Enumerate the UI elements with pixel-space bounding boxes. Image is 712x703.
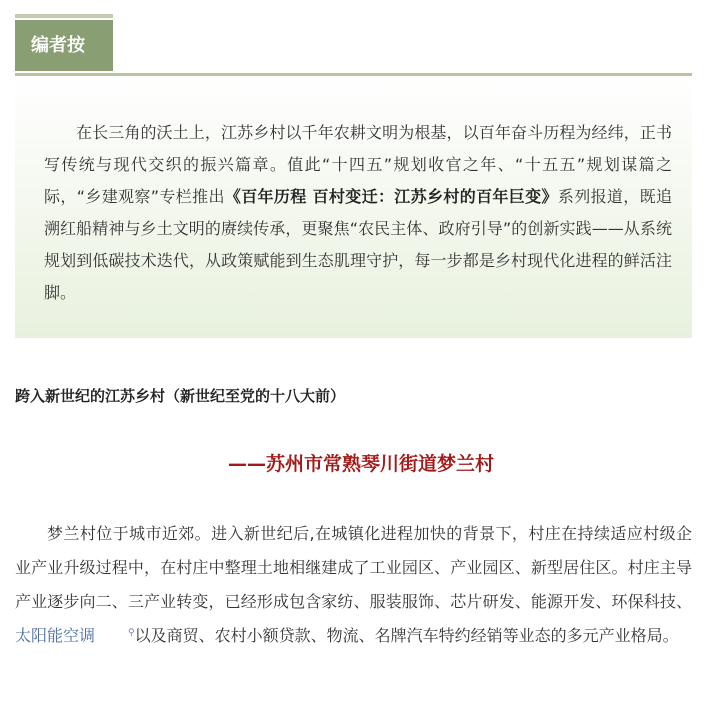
series-title: 《百年历程 百村变迁：江苏乡村的百年巨变》 (224, 187, 558, 206)
editor-note-paragraph (44, 117, 672, 309)
header-top-line (15, 14, 113, 18)
editor-note-tab (15, 20, 113, 71)
body-text-part1: 梦兰村位于城市近郊。进入新世纪后,在城镇化进程加快的背景下，村庄在持续适应村级企业产业升级过程中，在村庄中整理土地相继建成了工业园区、产业园区、新型居住区。村庄主导产业逐步向二、三产业转变，已经形成包含家纺、服装服饰、芯片研发、能源开发、环保科技、 (15, 524, 692, 611)
solar-air-conditioner-link[interactable] (15, 626, 135, 645)
editor-note-box (15, 76, 692, 338)
solar-air-conditioner-link-label: 太阳能空调 (15, 626, 96, 645)
body-text-part2: 以及商贸、农村小额贷款、物流、名牌汽车特约经销等业态的多元产业格局。 (134, 626, 679, 645)
article-body-paragraph (15, 517, 692, 653)
search-icon: ⚲ (128, 627, 135, 638)
section-heading: 跨入新世纪的江苏乡村（新世纪至党的十八大前） (15, 387, 346, 405)
editor-note-text-part2: 系列报道，既追溯红船精神与乡土文明的赓续传承，更聚焦“农民主体、政府引导”的创新实践——从系统规划到低碳技术迭代，从政策赋能到生态肌理守护，每一步都是乡村现代化进程的鲜活注脚。 (44, 187, 672, 302)
editor-note-text-part1: 在长三角的沃土上，江苏乡村以千年农耕文明为根基，以百年奋斗历程为经纬，正书写传统与现代交织的振兴篇章。值此“十四五”规划收官之年、“十五五”规划谋篇之际，“乡建观察”专栏推出 (44, 123, 672, 206)
village-title: ——苏州市常熟琴川街道梦兰村 (227, 453, 494, 475)
editor-note-tab-label: 编者按 (31, 35, 85, 56)
